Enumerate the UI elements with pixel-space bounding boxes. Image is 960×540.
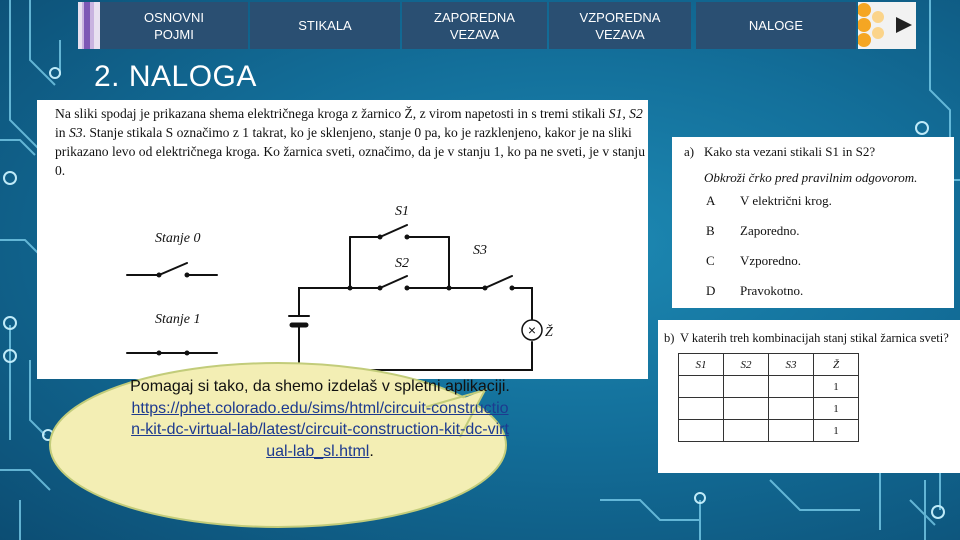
bubble-instruction: Pomagaj si tako, da shemo izdelaš v spletni aplikaciji. — [130, 378, 510, 395]
phet-link[interactable]: https://phet.colorado.edu/sims/html/circuit-construction-kit-dc-virtual-lab/latest/circuit-construction-kit-dc-virtual-lab_sl.html — [131, 399, 509, 460]
bulb-label: Ž — [545, 325, 553, 340]
table-row — [679, 376, 859, 398]
problem-text: Na sliki spodaj je prikazana shema električnega kroga z žarnico Ž, z virom napetosti in s tremi stikali S1, S2 in S3. Stanje stikala S označimo z 1 takrat, ko je sklenjeno, stanje 0 pa, ko je razklenjeno, kakor je na sliki prikazano levo od električnega kroga. Ko žarnica sveti, označimo, da je v stanju 1, ko pa ne sveti, je v stanju 0. — [55, 106, 645, 178]
table-cell: 1 — [814, 376, 859, 398]
nav-osnovni-pojmi-label: OSNOVNI POJMI — [144, 9, 204, 42]
switch-s1-label: S1 — [395, 204, 409, 219]
question-a-panel — [672, 137, 954, 308]
question-a-prefix: a) — [684, 144, 695, 159]
table-row — [679, 420, 859, 442]
header-s2: S2 — [724, 354, 769, 376]
question-a-text: Kako sta vezani stikali S1 in S2? — [704, 144, 876, 159]
table-row — [679, 398, 859, 420]
table-cell[interactable] — [724, 420, 769, 442]
state0-label: Stanje 0 — [155, 231, 201, 246]
table-cell[interactable] — [769, 398, 814, 420]
nav-next-button[interactable] — [858, 2, 916, 49]
table-cell[interactable] — [769, 376, 814, 398]
option-b-text: Zaporedno. — [740, 223, 800, 238]
option-c-text: Vzporedno. — [740, 253, 802, 268]
nav-vzporedna-vezava-button[interactable] — [549, 2, 691, 49]
table-cell[interactable] — [769, 420, 814, 442]
header-bulb: Ž — [814, 354, 859, 376]
table-cell[interactable] — [724, 376, 769, 398]
header-s1: S1 — [679, 354, 724, 376]
option-c-letter[interactable]: C — [706, 253, 715, 268]
question-b-panel — [658, 320, 960, 473]
table-cell[interactable] — [679, 398, 724, 420]
header-s3: S3 — [769, 354, 814, 376]
table-header-row — [679, 354, 859, 376]
question-b-text: V katerih treh kombinacijah stanj stikal žarnica sveti? — [680, 331, 949, 345]
nav-left-strip — [78, 2, 100, 49]
nav-stikala-button[interactable] — [250, 2, 400, 49]
bubble-text: Pomagaj si tako, da shemo izdelaš v spletni aplikaciji. https://phet.colorado.edu/sims/html/circuit-construction-kit-dc-virtual-lab/latest/circuit-construction-kit-dc-virtual-lab_sl.html. — [130, 378, 510, 460]
option-d-text: Pravokotno. — [740, 283, 804, 298]
state1-label: Stanje 1 — [155, 312, 201, 327]
nav-zaporedna-vezava-label: ZAPOREDNA VEZAVA — [434, 9, 515, 42]
switch-s3-label: S3 — [473, 243, 487, 258]
state-table — [678, 353, 859, 442]
option-a-letter[interactable]: A — [706, 193, 716, 208]
next-arrow-icon — [858, 2, 916, 49]
table-cell: 1 — [814, 398, 859, 420]
table-cell[interactable] — [679, 420, 724, 442]
table-cell: 1 — [814, 420, 859, 442]
option-a-text: V električni krog. — [740, 193, 832, 208]
nav-zaporedna-vezava-button[interactable] — [402, 2, 547, 49]
nav-osnovni-pojmi-button[interactable] — [100, 2, 248, 49]
bulb-symbol: × — [527, 322, 537, 338]
nav-naloge-label: NALOGE — [748, 18, 804, 33]
question-a-instruction: Obkroži črko pred pravilnim odgovorom. — [704, 170, 918, 185]
table-cell[interactable] — [724, 398, 769, 420]
table-cell[interactable] — [679, 376, 724, 398]
option-d-letter[interactable]: D — [706, 283, 716, 298]
option-b-letter[interactable]: B — [706, 223, 715, 238]
nav-naloge-button[interactable] — [696, 2, 856, 49]
nav-stikala-label: STIKALA — [298, 18, 352, 33]
question-b-prefix: b) — [664, 331, 675, 345]
switch-s2-label: S2 — [395, 256, 409, 271]
nav-vzporedna-vezava-label: VZPOREDNA VEZAVA — [579, 9, 661, 42]
slide-title: 2. NALOGA — [94, 60, 257, 93]
